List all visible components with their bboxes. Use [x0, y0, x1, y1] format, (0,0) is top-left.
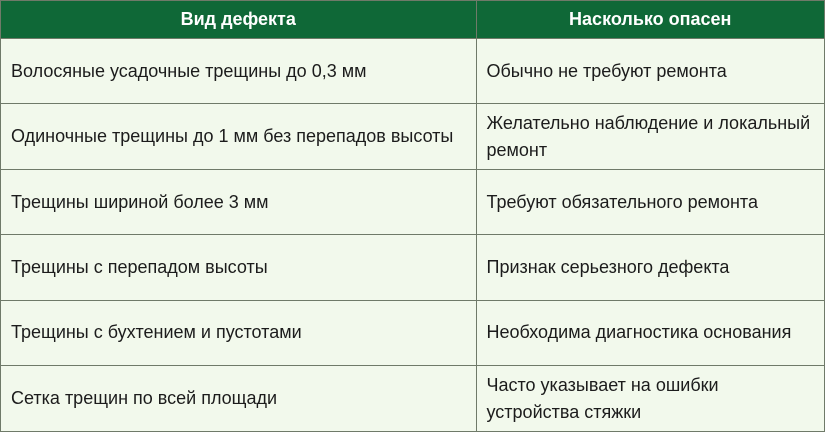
table-row	[1, 39, 824, 104]
cell-defect-type: Трещины с перепадом высоты	[1, 235, 476, 300]
defects-table-grid	[1, 1, 824, 431]
cell-defect-type: Волосяные усадочные трещины до 0,3 мм	[1, 39, 476, 104]
cell-danger-level: Желательно наблюдение и локальный ремонт	[476, 104, 824, 169]
cell-danger-level: Необходима диагностика основания	[476, 300, 824, 365]
table-row	[1, 366, 824, 431]
cell-danger-level: Обычно не требуют ремонта	[476, 39, 824, 104]
cell-defect-type: Трещины с бухтением и пустотами	[1, 300, 476, 365]
header-danger-level: Насколько опасен	[476, 1, 824, 39]
table-row	[1, 104, 824, 169]
table-row	[1, 169, 824, 234]
header-defect-type: Вид дефекта	[1, 1, 476, 39]
cell-danger-level: Требуют обязательного ремонта	[476, 169, 824, 234]
cell-defect-type: Сетка трещин по всей площади	[1, 366, 476, 431]
table-row	[1, 235, 824, 300]
cell-defect-type: Трещины шириной более 3 мм	[1, 169, 476, 234]
cell-danger-level: Часто указывает на ошибки устройства стяжки	[476, 366, 824, 431]
cell-defect-type: Одиночные трещины до 1 мм без перепадов высоты	[1, 104, 476, 169]
cell-danger-level: Признак серьезного дефекта	[476, 235, 824, 300]
table-header-row	[1, 1, 824, 39]
table-row	[1, 300, 824, 365]
